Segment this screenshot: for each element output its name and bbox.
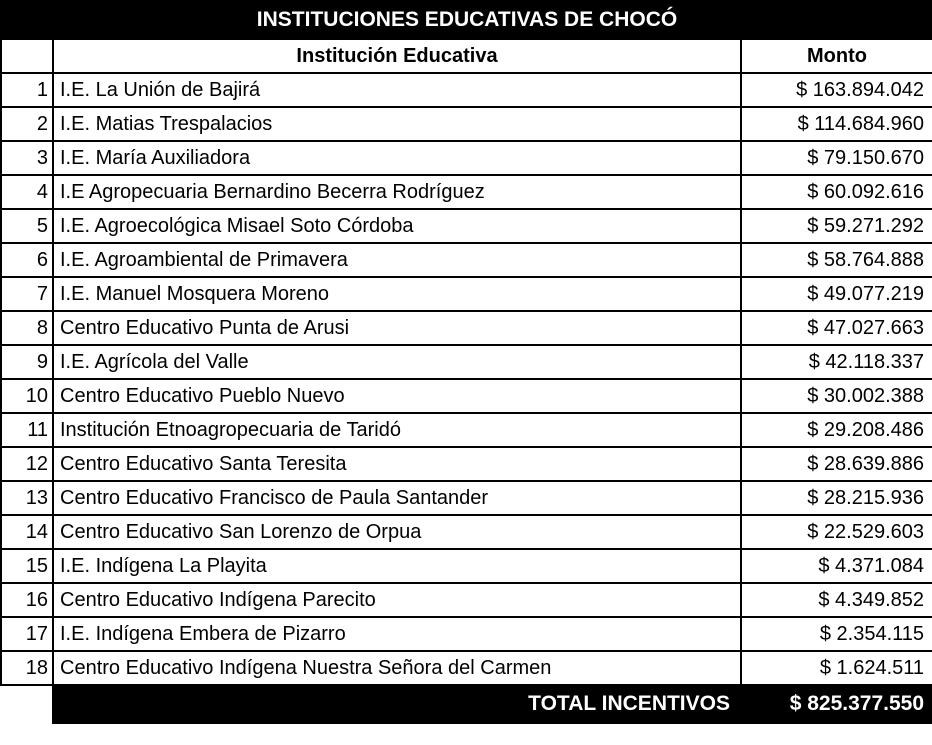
amount-value: $ 42.118.337 [741,345,932,379]
amount-value: $ 28.639.886 [741,447,932,481]
institution-name: I.E. Agroecológica Misael Soto Córdoba [53,209,741,243]
institution-name: I.E. La Unión de Bajirá [53,73,741,107]
table-title: INSTITUCIONES EDUCATIVAS DE CHOCÓ [1,1,932,39]
header-index [1,39,53,73]
amount-value: $ 1.624.511 [741,651,932,685]
header-institution: Institución Educativa [53,39,741,73]
amount-value: $ 22.529.603 [741,515,932,549]
table-row [1,481,932,515]
institution-name: I.E. Manuel Mosquera Moreno [53,277,741,311]
amount-value: $ 58.764.888 [741,243,932,277]
amount-value: $ 2.354.115 [741,617,932,651]
institution-name: I.E. Matias Trespalacios [53,107,741,141]
row-index: 8 [1,311,53,345]
table-row [1,141,932,175]
row-index: 2 [1,107,53,141]
row-index: 6 [1,243,53,277]
amount-value: $ 79.150.670 [741,141,932,175]
table-row [1,549,932,583]
amount-value: $ 30.002.388 [741,379,932,413]
row-index: 11 [1,413,53,447]
row-index: 15 [1,549,53,583]
table-body [1,73,932,685]
institution-name: Centro Educativo Pueblo Nuevo [53,379,741,413]
amount-value: $ 59.271.292 [741,209,932,243]
institution-name: Centro Educativo Santa Teresita [53,447,741,481]
institution-name: I.E. Indígena La Playita [53,549,741,583]
table-row [1,107,932,141]
row-index: 13 [1,481,53,515]
total-row [1,685,932,723]
amount-value: $ 47.027.663 [741,311,932,345]
header-row [1,39,932,73]
institution-name: Centro Educativo Indígena Parecito [53,583,741,617]
total-label: TOTAL INCENTIVOS [53,685,741,723]
table-row [1,73,932,107]
row-index: 10 [1,379,53,413]
amount-value: $ 28.215.936 [741,481,932,515]
table-row [1,413,932,447]
table-row [1,277,932,311]
header-amount: Monto [741,39,932,73]
amount-value: $ 4.349.852 [741,583,932,617]
row-index: 17 [1,617,53,651]
institution-name: I.E. Agrícola del Valle [53,345,741,379]
institution-name: I.E. Agroambiental de Primavera [53,243,741,277]
row-index: 16 [1,583,53,617]
table-row [1,379,932,413]
row-index: 14 [1,515,53,549]
table-row [1,583,932,617]
amount-value: $ 163.894.042 [741,73,932,107]
row-index: 9 [1,345,53,379]
amount-value: $ 60.092.616 [741,175,932,209]
table-row [1,243,932,277]
row-index: 4 [1,175,53,209]
row-index: 5 [1,209,53,243]
amount-value: $ 114.684.960 [741,107,932,141]
amount-value: $ 49.077.219 [741,277,932,311]
total-amount: $ 825.377.550 [741,685,932,723]
institution-name: Centro Educativo Indígena Nuestra Señora del Carmen [53,651,741,685]
institution-name: Institución Etnoagropecuaria de Taridó [53,413,741,447]
table-row [1,209,932,243]
row-index: 3 [1,141,53,175]
institution-name: Centro Educativo Francisco de Paula Santander [53,481,741,515]
institution-name: I.E. María Auxiliadora [53,141,741,175]
institution-name: Centro Educativo San Lorenzo de Orpua [53,515,741,549]
row-index: 12 [1,447,53,481]
institution-name: I.E. Indígena Embera de Pizarro [53,617,741,651]
table-row [1,311,932,345]
total-blank-cell [1,685,53,723]
table-row [1,617,932,651]
amount-value: $ 4.371.084 [741,549,932,583]
table-row [1,175,932,209]
institution-name: Centro Educativo Punta de Arusi [53,311,741,345]
table-row [1,447,932,481]
institution-name: I.E Agropecuaria Bernardino Becerra Rodríguez [53,175,741,209]
row-index: 7 [1,277,53,311]
table-row [1,515,932,549]
table-title-row [1,1,932,39]
row-index: 1 [1,73,53,107]
table-row [1,651,932,685]
amount-value: $ 29.208.486 [741,413,932,447]
row-index: 18 [1,651,53,685]
table-row [1,345,932,379]
